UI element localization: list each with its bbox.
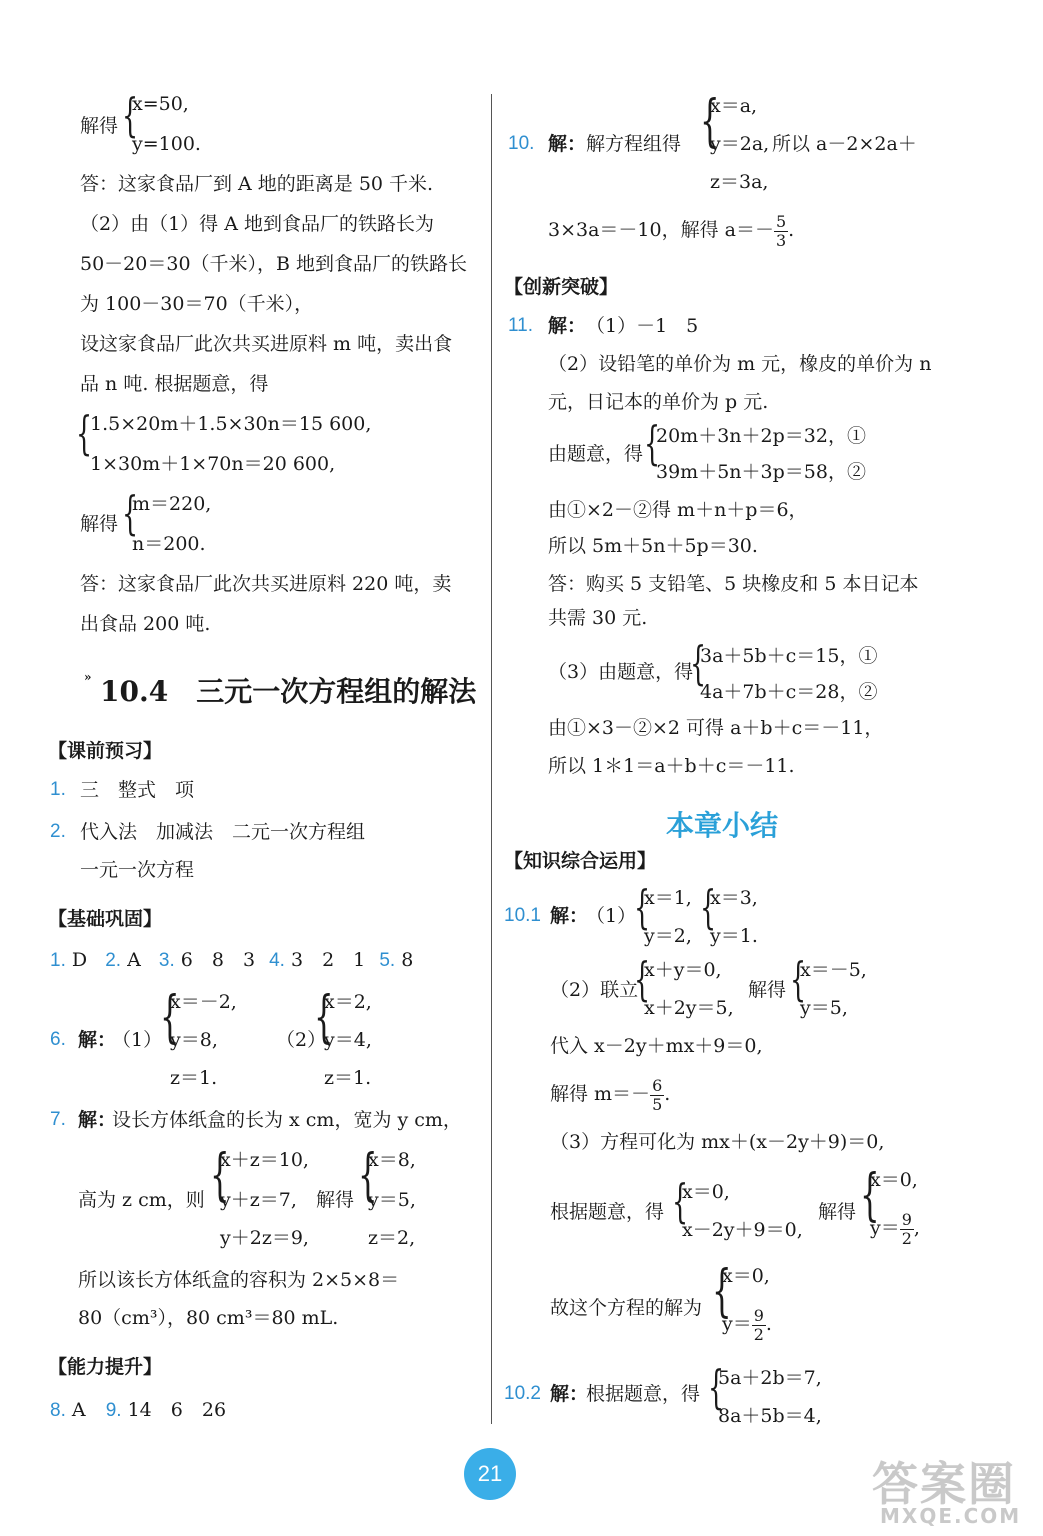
section-mark: » bbox=[84, 670, 92, 684]
equation: y＝ $\frac{9}{2}$ , bbox=[870, 1209, 920, 1248]
equation: 4a＋7b＋c＝28，② bbox=[700, 681, 878, 703]
solution-label: 解： bbox=[78, 1109, 117, 1131]
text-fragment: y＝ bbox=[722, 1313, 752, 1335]
brace: { bbox=[700, 880, 717, 934]
heading-basic: 【基础巩固】 bbox=[48, 908, 163, 930]
answer-text: 三 整式 项 bbox=[80, 779, 195, 801]
text-line: 元，日记本的单价为 p 元. bbox=[548, 391, 769, 413]
denominator: 5 bbox=[652, 1094, 663, 1114]
question-number: 11. bbox=[508, 315, 534, 336]
heading-ability: 【能力提升】 bbox=[48, 1356, 163, 1378]
answer-text: A bbox=[71, 1399, 86, 1421]
equation: z＝1. bbox=[170, 1067, 218, 1089]
equation: x＝1, bbox=[644, 887, 692, 909]
watermark-text: 答案圈 bbox=[872, 1457, 1016, 1511]
heading-knowledge: 【知识综合运用】 bbox=[504, 850, 657, 872]
text-line: 根据题意，得 bbox=[586, 1383, 701, 1405]
brace: { bbox=[700, 89, 720, 154]
text-fragment: y＝ bbox=[870, 1217, 900, 1239]
part-label: （1） bbox=[586, 905, 637, 927]
brace: { bbox=[634, 880, 651, 934]
equation: x＋y＝0, bbox=[644, 959, 722, 981]
text-fragment: 3×3a＝－10，解得 a＝－ bbox=[548, 219, 774, 241]
denominator: 2 bbox=[901, 1228, 912, 1248]
brace: { bbox=[712, 1259, 732, 1324]
part-label: （2） bbox=[276, 1029, 327, 1051]
text-fragment: 解得 m＝－ bbox=[550, 1083, 651, 1105]
equation: y=100. bbox=[132, 133, 201, 155]
answer-text: D bbox=[71, 949, 88, 971]
text-line: 根据题意，得 bbox=[550, 1201, 665, 1223]
brace: { bbox=[122, 486, 139, 540]
equation: y＝8, bbox=[170, 1029, 218, 1051]
equation: 3a＋5b＋c＝15，① bbox=[700, 645, 878, 667]
answer-line: 答：这家食品厂此次共买进原料 220 吨，卖 bbox=[80, 573, 452, 595]
answer-line: 答：购买 5 支铅笔、5 块橡皮和 5 本日记本 bbox=[548, 573, 919, 595]
text-line: 所以 a－2×2a＋ bbox=[772, 133, 917, 155]
question-number: 1. bbox=[50, 950, 66, 971]
equation: x＝0, bbox=[870, 1169, 918, 1191]
answer-text: 6 8 3 bbox=[180, 949, 256, 971]
question-number: 1. bbox=[50, 779, 66, 800]
text-line: 50－20＝30（千米），B 地到食品厂的铁路长 bbox=[80, 253, 468, 275]
text-line: （2）设铅笔的单价为 m 元，橡皮的单价为 n bbox=[548, 353, 932, 375]
equation: y＝4, bbox=[324, 1029, 372, 1051]
solution-label: 解： bbox=[548, 315, 587, 337]
question-number: 2. bbox=[50, 821, 66, 842]
answers-row bbox=[50, 1398, 226, 1423]
question-number: 5. bbox=[379, 950, 396, 971]
question-number: 8. bbox=[50, 1400, 66, 1421]
equation: x＝2, bbox=[324, 991, 372, 1013]
brace: { bbox=[690, 636, 707, 690]
text-line: 解方程组得 bbox=[586, 133, 682, 155]
answers-row bbox=[50, 948, 413, 973]
equation: y＋z＝7, bbox=[220, 1189, 297, 1211]
text-line: 设长方体纸盒的长为 x cm，宽为 y cm， bbox=[112, 1109, 462, 1131]
text-line: 由题意，得 bbox=[548, 443, 644, 465]
question-number: 4. bbox=[269, 950, 285, 971]
equation: y＝2a, bbox=[710, 133, 770, 155]
text-line: 所以 1＊1＝a＋b＋c＝－11. bbox=[548, 755, 795, 777]
equation: 5a＋2b＝7, bbox=[718, 1367, 822, 1389]
question-number: 9. bbox=[105, 1400, 122, 1421]
question-number: 2. bbox=[105, 950, 122, 971]
brace: { bbox=[358, 1143, 378, 1208]
answer-text: 代入法 加减法 二元一次方程组 bbox=[80, 821, 366, 843]
answer-text: A bbox=[127, 949, 141, 971]
fraction bbox=[752, 1307, 766, 1344]
brace: { bbox=[76, 406, 93, 460]
watermark-url: MXQE.COM bbox=[880, 1504, 1022, 1528]
brace: { bbox=[210, 1143, 230, 1208]
watermark-logo bbox=[862, 1448, 1032, 1530]
heading-innovation: 【创新突破】 bbox=[504, 276, 619, 298]
chapter-title: 本章小结 bbox=[666, 809, 779, 842]
text-line: 解得 bbox=[316, 1189, 355, 1211]
question-number: 7. bbox=[50, 1109, 66, 1130]
equation: 1.5×20m＋1.5×30n＝15 600, bbox=[90, 413, 372, 435]
question-number: 6. bbox=[50, 1029, 66, 1050]
equation: x＝0, bbox=[682, 1181, 730, 1203]
solution-label: 解： bbox=[548, 133, 587, 155]
text-line: 高为 z cm，则 bbox=[78, 1189, 205, 1211]
text-line: （2）由（1）得 A 地到食品厂的铁路长为 bbox=[80, 213, 434, 235]
text-line: 品 n 吨. 根据题意，得 bbox=[80, 373, 269, 395]
solution-label: 解： bbox=[550, 905, 589, 927]
numerator: 6 bbox=[652, 1075, 663, 1095]
fraction bbox=[900, 1211, 914, 1248]
equation: x＋2y＝5, bbox=[644, 997, 734, 1019]
text-line: 3×3a＝－10，解得 a＝－ $\frac{5}{3}$ . bbox=[548, 211, 795, 250]
solution-label: 解： bbox=[78, 1029, 117, 1051]
text-line: 设这家食品厂此次共买进原料 m 吨，卖出食 bbox=[80, 333, 453, 355]
numerator: 9 bbox=[901, 1209, 912, 1229]
equation: y＝2, bbox=[644, 925, 692, 947]
text-line: （3）方程可化为 mx＋(x－2y＋9)＝0, bbox=[550, 1131, 885, 1153]
question-number: 10.1 bbox=[504, 905, 541, 926]
question-number: 10.2 bbox=[504, 1383, 541, 1404]
denominator: 3 bbox=[775, 230, 787, 250]
numerator: 9 bbox=[753, 1305, 764, 1325]
equation: n＝200. bbox=[132, 533, 206, 555]
text-line: （3）由题意，得 bbox=[548, 661, 694, 683]
equation: z＝3a, bbox=[710, 171, 769, 193]
text-line: 解得 m＝－ $\frac{6}{5}$ . bbox=[550, 1075, 671, 1114]
equation: y＝5, bbox=[800, 997, 848, 1019]
equation: x＝－2, bbox=[170, 991, 237, 1013]
answer-text: 8 bbox=[401, 949, 414, 971]
text-line: 由①×3－②×2 可得 a＋b＋c＝－11， bbox=[548, 717, 884, 739]
column-divider bbox=[491, 94, 492, 1424]
equation: 39m＋5n＋3p＝58，② bbox=[656, 461, 866, 483]
brace: { bbox=[860, 1163, 880, 1228]
equation: m＝220, bbox=[132, 493, 212, 515]
text-line: 解得 bbox=[748, 979, 787, 1001]
solution-label: 解： bbox=[550, 1383, 589, 1405]
equation: x＝8, bbox=[368, 1149, 416, 1171]
equation: x＝3, bbox=[710, 887, 758, 909]
equation: x＝0, bbox=[722, 1265, 770, 1287]
equation: y＝1. bbox=[710, 925, 758, 947]
part-label: （1） bbox=[112, 1029, 163, 1051]
equation: 8a＋5b＝4, bbox=[718, 1405, 822, 1427]
page-number: 21 bbox=[464, 1448, 516, 1500]
text-line: 由①×2－②得 m＋n＋p＝6， bbox=[548, 499, 808, 521]
equation: y＋2z＝9, bbox=[220, 1227, 309, 1249]
equation: 1×30m＋1×70n＝20 600, bbox=[90, 453, 336, 475]
denominator: 2 bbox=[753, 1324, 764, 1344]
equation: y＝5, bbox=[368, 1189, 416, 1211]
text-line: 80（cm³），80 cm³＝80 mL. bbox=[78, 1307, 339, 1329]
equation: x－2y＋9＝0, bbox=[682, 1219, 803, 1241]
text-line: 所以该长方体纸盒的容积为 2×5×8＝ bbox=[78, 1269, 400, 1291]
equation: x＝－5, bbox=[800, 959, 867, 981]
question-number: 3. bbox=[158, 950, 175, 971]
heading-preview: 【课前预习】 bbox=[48, 740, 163, 762]
brace: { bbox=[314, 985, 334, 1050]
brace: { bbox=[672, 1174, 689, 1228]
section-title-text: 10.4 三元一次方程组的解法 bbox=[100, 675, 477, 708]
section-title bbox=[84, 670, 477, 710]
equation: 20m＋3n＋2p＝32，① bbox=[656, 425, 866, 447]
equation: y＝ $\frac{9}{2}$ . bbox=[722, 1305, 772, 1344]
text-line: 所以 5m＋5n＋5p＝30. bbox=[548, 535, 758, 557]
numerator: 5 bbox=[775, 211, 787, 231]
text-line: 解得 bbox=[818, 1201, 857, 1223]
brace: { bbox=[122, 88, 139, 142]
equation: x＝a, bbox=[710, 95, 758, 117]
equation: x＋z＝10, bbox=[220, 1149, 309, 1171]
answer-text: 3 2 1 bbox=[291, 949, 366, 971]
brace: { bbox=[644, 416, 661, 470]
fraction bbox=[650, 1077, 664, 1114]
brace: { bbox=[790, 952, 807, 1006]
text-line: 为 100－30＝70（千米）， bbox=[80, 293, 314, 315]
answer-line: 共需 30 元. bbox=[548, 607, 648, 629]
text-line: （1）－1 5 bbox=[586, 315, 699, 337]
answer-line: 出食品 200 吨. bbox=[80, 613, 211, 635]
brace: { bbox=[708, 1360, 725, 1414]
equation: x=50, bbox=[132, 93, 189, 115]
fraction bbox=[774, 213, 788, 250]
equation: z＝2, bbox=[368, 1227, 416, 1249]
answer-text: 一元一次方程 bbox=[80, 859, 195, 881]
question-number: 10. bbox=[508, 133, 535, 154]
equation: z＝1. bbox=[324, 1067, 372, 1089]
answer-text: 14 6 26 bbox=[127, 1399, 227, 1421]
text-line: 解得 bbox=[80, 115, 119, 137]
text-line: 解得 bbox=[80, 513, 119, 535]
brace: { bbox=[634, 952, 651, 1006]
brace: { bbox=[160, 985, 180, 1050]
text-line: （2）联立 bbox=[550, 979, 639, 1001]
answer-line: 答：这家食品厂到 A 地的距离是 50 千米. bbox=[80, 173, 434, 195]
text-line: 故这个方程的解为 bbox=[550, 1297, 703, 1319]
text-line: 代入 x－2y＋mx＋9＝0, bbox=[550, 1035, 763, 1057]
